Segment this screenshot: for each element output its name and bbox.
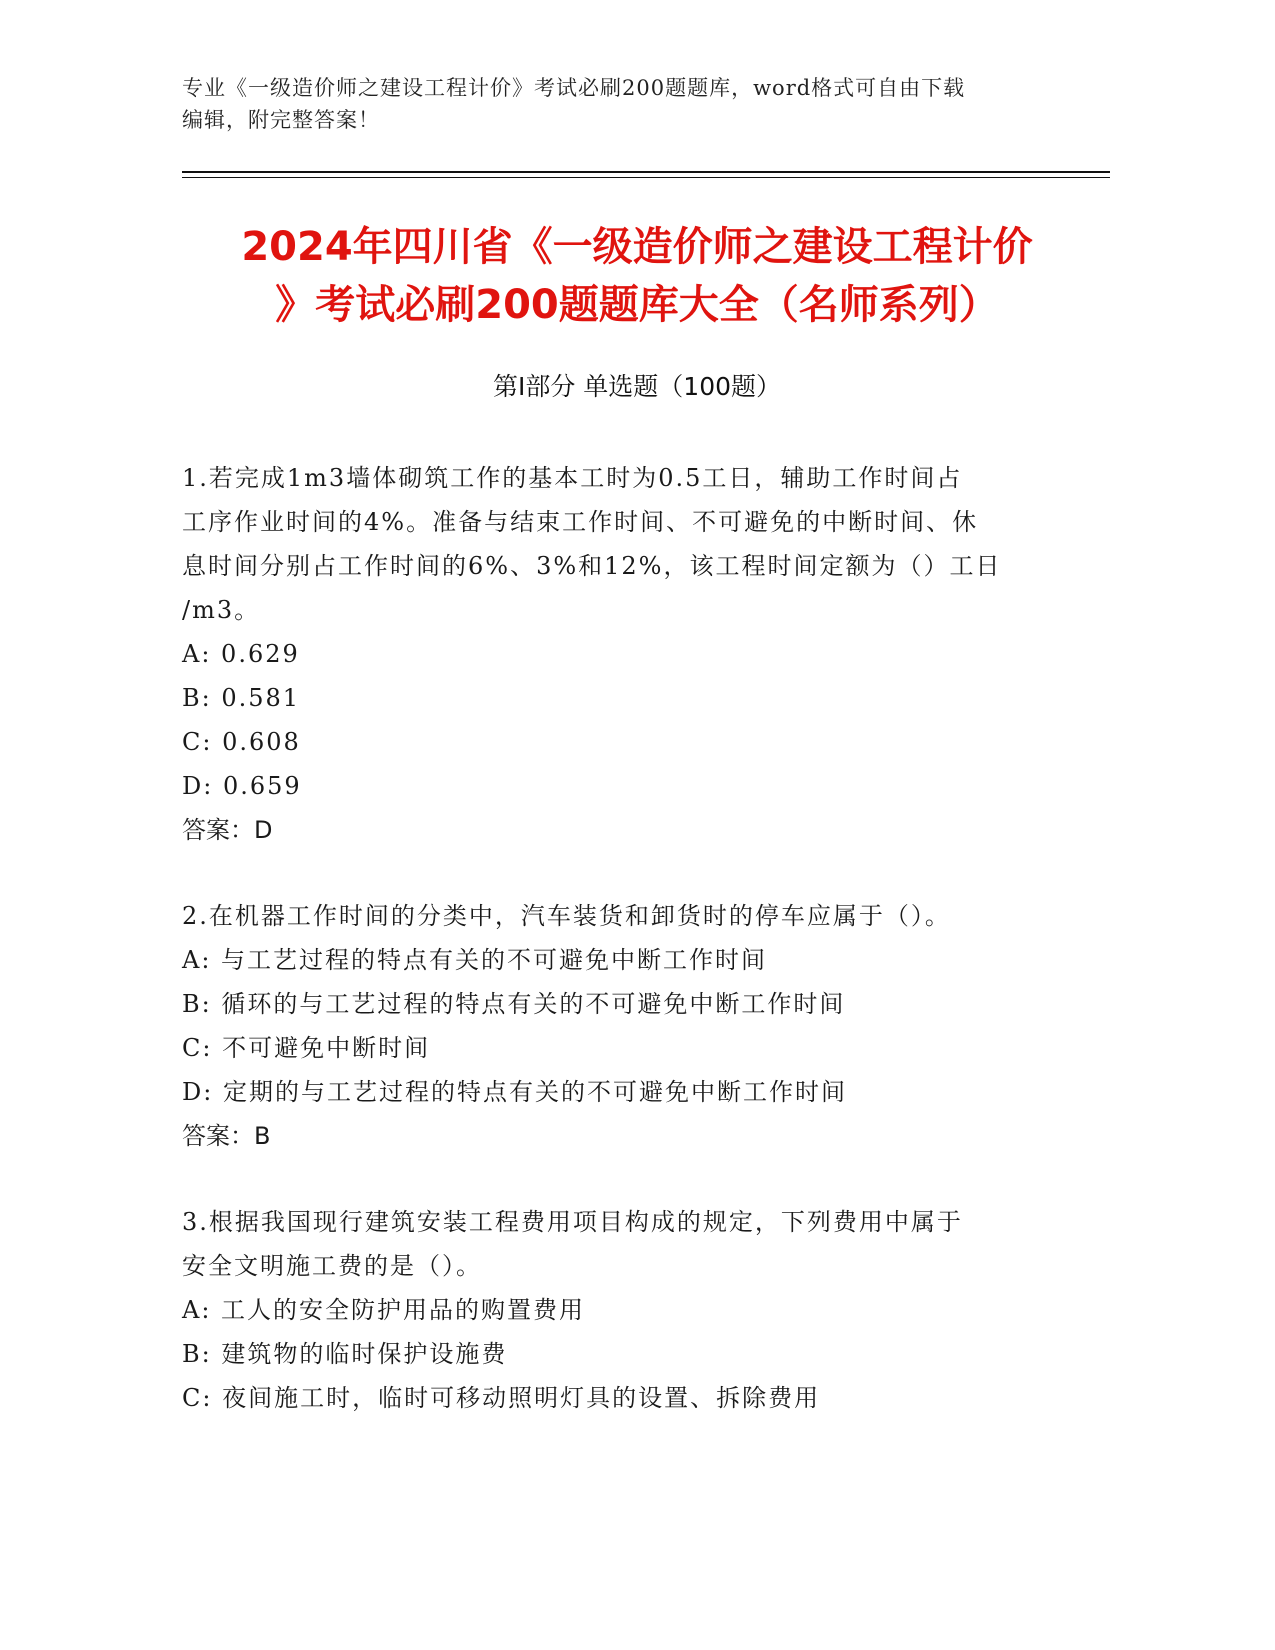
header-note [182,72,1042,136]
question-text-line: 工序作业时间的4%。准备与结束工作时间、不可避免的中断时间、休 [182,508,979,536]
header-divider-thin [182,177,1110,178]
question-spacer [182,852,1062,894]
option-d: D: 定期的与工艺过程的特点有关的不可避免中断工作时间 [182,1078,847,1106]
question-text-line: 2.在机器工作时间的分类中，汽车装货和卸货时的停车应属于（）。 [182,902,951,930]
title-line-1: 2024年四川省《一级造价师之建设工程计价 [241,224,1033,270]
question-1 [182,456,1062,852]
option-a: A: 与工艺过程的特点有关的不可避免中断工作时间 [182,946,768,974]
option-b: B: 循环的与工艺过程的特点有关的不可避免中断工作时间 [182,990,846,1018]
answer-label: 答案：B [182,1122,271,1150]
question-text-line: /m3。 [182,596,261,624]
question-text-line: 3.根据我国现行建筑安装工程费用项目构成的规定，下列费用中属于 [182,1208,963,1236]
option-a: A: 工人的安全防护用品的购置费用 [182,1296,586,1324]
document-title [182,218,1092,334]
answer-label: 答案：D [182,816,273,844]
header-note-line-2: 编辑，附完整答案！ [182,108,380,132]
option-d: D: 0.659 [182,772,302,800]
option-a: A: 0.629 [182,640,300,668]
title-line-2: 》考试必刷200题题库大全（名师系列） [275,282,999,328]
header-note-line-1: 专业《一级造价师之建设工程计价》考试必刷200题题库，word格式可自由下载 [182,76,966,100]
option-c: C: 0.608 [182,728,301,756]
question-spacer [182,1158,1062,1200]
question-text-line: 安全文明施工费的是（）。 [182,1252,482,1280]
option-c: C: 夜间施工时，临时可移动照明灯具的设置、拆除费用 [182,1384,821,1412]
question-3 [182,1200,1062,1420]
question-list [182,456,1062,1420]
question-2 [182,894,1062,1158]
option-b: B: 0.581 [182,684,301,712]
question-text-line: 1.若完成1m3墙体砌筑工作的基本工时为0.5工日，辅助工作时间占 [182,464,963,492]
question-text-line: 息时间分别占工作时间的6%、3%和12%，该工程时间定额为（）工日 [182,552,1002,580]
option-c: C: 不可避免中断时间 [182,1034,431,1062]
option-b: B: 建筑物的临时保护设施费 [182,1340,508,1368]
section-heading: 第Ⅰ部分 单选题（100题） [492,372,782,401]
header-divider-thick [182,171,1110,173]
